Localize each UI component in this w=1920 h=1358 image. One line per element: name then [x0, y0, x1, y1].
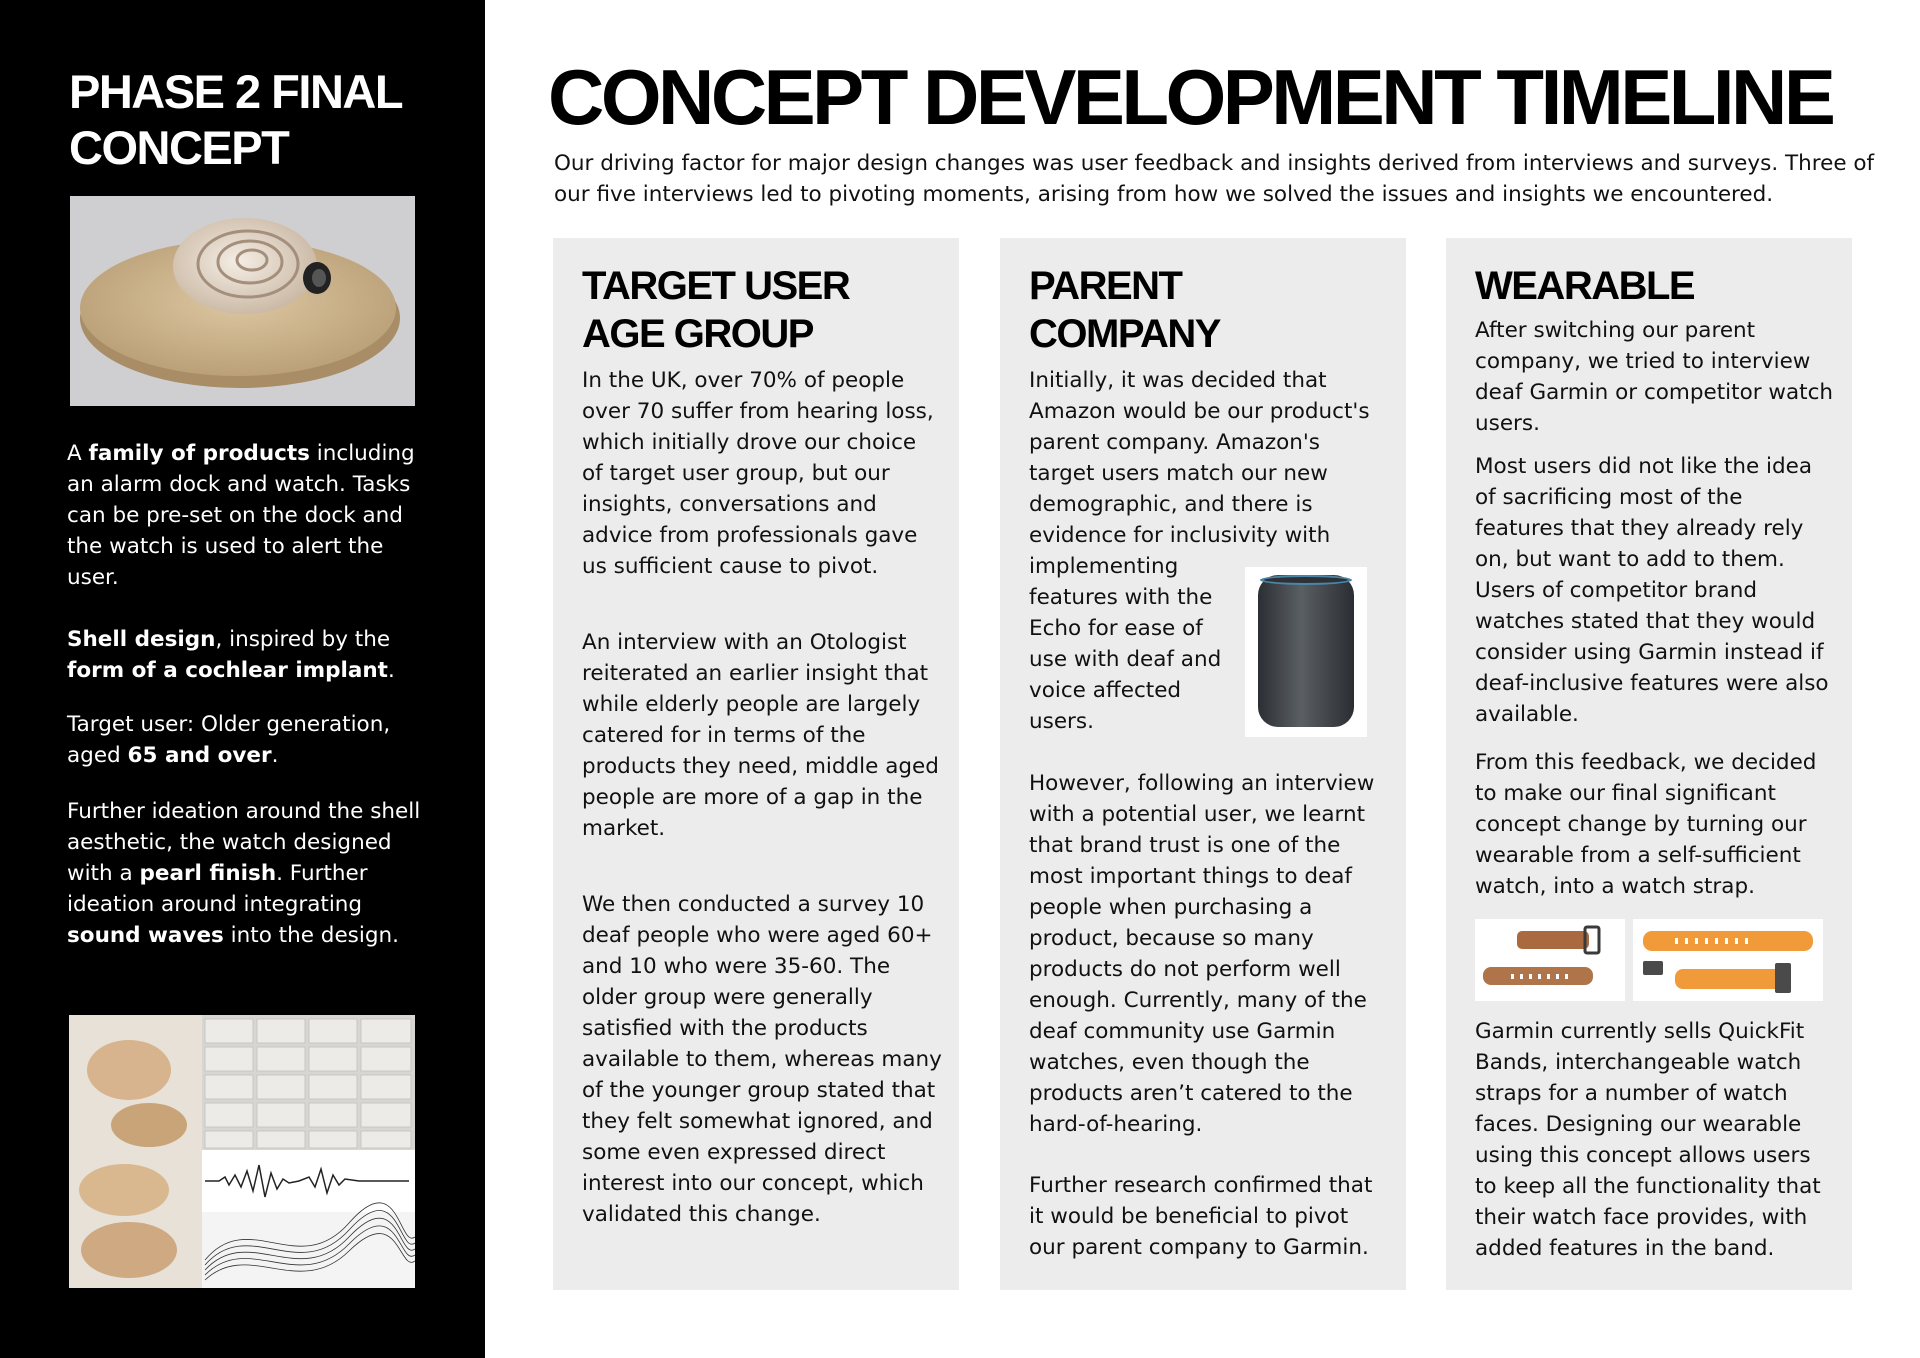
text-span: .: [271, 743, 279, 768]
text-span: into the design.: [223, 923, 399, 948]
sidebar-title: PHASE 2 FINAL CONCEPT: [69, 65, 402, 174]
sidebar-ideation-text: [67, 796, 422, 951]
text-span: . Further ideation around integrating: [67, 861, 368, 917]
card-paragraph: From this feedback, we decided to make our final significant concept change by turning our wearable from a self-sufficient watch, into a watch strap.: [1475, 750, 1817, 899]
sidebar-target-text: [67, 709, 422, 771]
card-parent-company: [1000, 238, 1406, 1290]
card-paragraph: Most users did not like the idea of sacrificing most of the features that they already rely on, but want to add to them. Users of competitor brand watches stated that they would consider using Garmin instead if deaf-inclusive features were also available.: [1475, 454, 1829, 727]
watch-straps-image: [1475, 919, 1823, 1001]
sidebar: [0, 0, 485, 1358]
card-paragraph: implementing features with the Echo for ease of use with deaf and voice affected users.: [1029, 554, 1222, 734]
text-span: A: [67, 441, 89, 466]
card-paragraph: Initially, it was decided that Amazon would be our product's parent company. Amazon's target users match our new demographic, and there is evidence for inclusivity with: [1029, 368, 1370, 548]
card-paragraph: Further research confirmed that it would be beneficial to pivot our parent company to Garmin.: [1029, 1173, 1373, 1260]
bold-span: Shell design: [67, 627, 216, 652]
echo-speaker-image: [1245, 567, 1367, 737]
card-paragraph: In the UK, over 70% of people over 70 suffer from hearing loss, which initially drove our choice of target user group, but our insights, conversations and advice from professionals gave us sufficient cause to pivot.: [582, 368, 934, 579]
card-wearable: [1446, 238, 1852, 1290]
card-paragraph: An interview with an Otologist reiterated an earlier insight that while elderly people are largely catered for in terms of the products they need, middle aged people are more of a gap in the market.: [582, 630, 939, 841]
shell-dock-illustration: [70, 196, 415, 406]
bold-span: form of a cochlear implant: [67, 658, 388, 683]
card-paragraph: Garmin currently sells QuickFit Bands, interchangeable watch straps for a number of watch faces. Designing our wearable using this concept allows users to keep all the functionality that their watch face provides, with added features in the band.: [1475, 1019, 1821, 1261]
sidebar-shell-text: [67, 624, 422, 686]
bold-span: pearl finish: [139, 861, 277, 886]
echo-speaker-illustration: [1245, 567, 1367, 737]
card-paragraph: We then conducted a survey 10 deaf people who were aged 60+ and 10 who were 35-60. The older group were generally satisfied with the products available to them, whereas many of the younger group stated that they felt somewhat ignored, and some even expressed direct interest into our concept, which validated this change.: [582, 892, 942, 1227]
card-heading: TARGET USER AGE GROUP: [582, 264, 850, 356]
card-paragraph: After switching our parent company, we tried to interview deaf Garmin or competitor watch users.: [1475, 318, 1834, 436]
sidebar-family-text: [67, 438, 422, 593]
text-span: Further ideation around the shell aesthetic, the watch designed with a: [67, 799, 421, 886]
page-title: CONCEPT DEVELOPMENT TIMELINE: [548, 53, 1833, 141]
bold-span: 65 and over: [127, 743, 272, 768]
watch-straps-illustration: [1475, 919, 1823, 1001]
moodboard-image: [69, 1015, 415, 1288]
text-span: including an alarm dock and watch. Tasks can be pre-set on the dock and the watch is used to alert the user.: [67, 441, 415, 590]
card-heading: PARENT COMPANY: [1029, 264, 1220, 356]
bold-span: family of products: [88, 441, 310, 466]
moodboard-collage: [69, 1015, 415, 1288]
text-span: Target user: Older generation, aged: [67, 712, 391, 768]
text-span: .: [387, 658, 395, 683]
text-span: , inspired by the: [215, 627, 391, 652]
card-paragraph: However, following an interview with a potential user, we learnt that brand trust is one of the most important things to deaf people when purchasing a product, because so many products do not perform well enough. Currently, many of the deaf community use Garmin watches, even though the products aren’t catered to the hard-of-hearing.: [1029, 771, 1375, 1137]
bold-span: sound waves: [67, 923, 224, 948]
card-target-user: [553, 238, 959, 1290]
card-heading: WEARABLE: [1475, 264, 1695, 308]
intro-text: Our driving factor for major design changes was user feedback and insights derived from interviews and surveys. Three of our five interviews led to pivoting moments, arising from how we solved the issues and insights we encountered.: [554, 151, 1875, 207]
shell-dock-image: [70, 196, 415, 406]
